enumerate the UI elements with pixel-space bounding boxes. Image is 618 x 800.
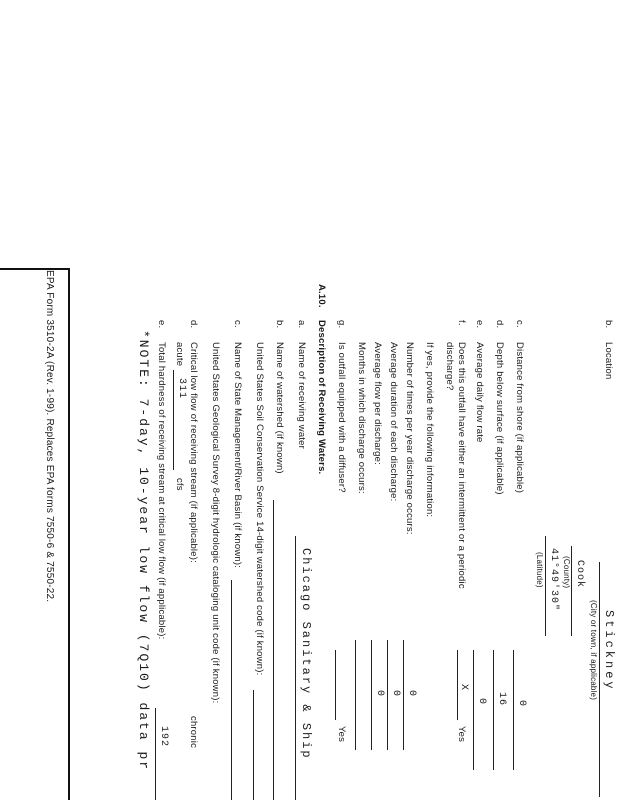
latitude-caption: (Latitude) bbox=[535, 552, 544, 588]
city-line bbox=[599, 562, 600, 797]
usgs-code-label: United States Geological Survey 8-digit hydrologic cataloging unit code (if known): bbox=[210, 342, 221, 704]
avg-flow-per-discharge-label: Average flow per discharge: bbox=[372, 342, 383, 465]
intermittent-question-line1: Does this outfall have either an intermittent or a periodic bbox=[456, 342, 467, 589]
location-label: Location bbox=[603, 342, 614, 380]
diffuser-question: Is outfall equipped with a diffuser? bbox=[336, 342, 347, 493]
distance-value: 0 bbox=[516, 700, 527, 708]
county-value: Cook bbox=[574, 560, 585, 589]
receiving-name-label: Name of receiving water bbox=[296, 342, 307, 450]
depth-value: 16 bbox=[496, 692, 507, 707]
flow-line bbox=[473, 650, 474, 770]
city-caption: (City or town, if applicable) bbox=[589, 600, 598, 701]
section-a10-number: A.10. bbox=[316, 284, 327, 308]
scs-code-label: United States Soil Conservation Service 14-digit watershed code (if known): bbox=[254, 342, 265, 676]
form-left-rule bbox=[0, 268, 70, 270]
chronic-label: chronic bbox=[188, 716, 199, 749]
city-value: Stickney bbox=[602, 610, 616, 692]
flow-label: Average daily flow rate bbox=[474, 342, 485, 443]
county-line bbox=[571, 546, 572, 636]
receiving-name-letter: a. bbox=[296, 320, 307, 329]
critical-flow-letter: d. bbox=[188, 320, 199, 329]
acute-unit: cfs bbox=[174, 478, 185, 491]
intermittent-letter: f. bbox=[456, 320, 467, 326]
diffuser-letter: g. bbox=[336, 320, 347, 329]
critical-flow-label: Critical low flow of receiving stream (if applicable): bbox=[188, 342, 199, 563]
diffuser-yes-line bbox=[335, 650, 336, 720]
distance-line bbox=[513, 650, 514, 770]
months-label: Months in which discharge occurs: bbox=[356, 342, 367, 494]
flow-value: 0 bbox=[476, 698, 487, 706]
state-basin-line bbox=[231, 580, 232, 800]
form-footer: EPA Form 3510-2A (Rev. 1-99). Replaces EPA forms 7550-6 & 7550-22. bbox=[44, 270, 55, 603]
depth-line bbox=[493, 650, 494, 770]
avg-duration-value: 0 bbox=[390, 690, 401, 698]
watershed-line bbox=[273, 500, 274, 800]
diffuser-yes-label: Yes bbox=[336, 726, 347, 743]
intermittent-answer-mark[interactable]: X bbox=[458, 684, 469, 692]
months-line bbox=[355, 640, 356, 750]
depth-letter: d. bbox=[494, 320, 505, 329]
intermittent-follow-text: If yes, provide the following information: bbox=[424, 342, 435, 518]
hardness-value: 192 bbox=[158, 726, 169, 748]
times-per-year-label: Number of times per year discharge occurs: bbox=[404, 342, 415, 535]
scs-code-line bbox=[253, 690, 254, 800]
section-a10-title: Description of Receiving Waters. bbox=[316, 320, 327, 475]
flow-letter: e. bbox=[474, 320, 485, 329]
avg-duration-line bbox=[387, 640, 388, 750]
depth-label: Depth below surface (if applicable) bbox=[494, 342, 505, 495]
avg-flow-per-discharge-line bbox=[371, 640, 372, 750]
acute-value: 311 bbox=[176, 378, 187, 400]
distance-letter: c. bbox=[514, 320, 525, 328]
avg-flow-per-discharge-value: 0 bbox=[374, 690, 385, 698]
avg-duration-label: Average duration of each discharge: bbox=[388, 342, 399, 502]
hardness-line bbox=[155, 708, 156, 800]
watershed-label: Name of watershed (if known) bbox=[274, 342, 285, 474]
form-bottom-rule bbox=[68, 268, 70, 800]
watershed-letter: b. bbox=[274, 320, 285, 329]
times-per-year-line bbox=[403, 640, 404, 750]
distance-label: Distance from shore (if applicable) bbox=[514, 342, 525, 494]
latitude-line bbox=[545, 536, 546, 636]
state-basin-label: Name of State Management/River Basin (if known): bbox=[232, 342, 243, 569]
county-caption: (County) bbox=[562, 556, 571, 589]
latitude-value: 41°49'30" bbox=[548, 548, 559, 612]
state-basin-letter: c. bbox=[232, 320, 243, 328]
receiving-name-value: Chicago Sanitary & Ship bbox=[299, 548, 313, 760]
low-flow-note: *NOTE: 7-day, 10-year low flow (7Q10) data pr bbox=[136, 330, 151, 772]
hardness-letter: e. bbox=[156, 320, 167, 329]
acute-label: acute bbox=[174, 342, 185, 367]
receiving-name-line bbox=[295, 536, 296, 800]
times-per-year-value: 0 bbox=[406, 690, 417, 698]
intermittent-yes-label: Yes bbox=[456, 726, 467, 743]
intermittent-question-line2: discharge? bbox=[444, 342, 455, 391]
hardness-label: Total hardness of receiving stream at critical low flow (if applicable): bbox=[156, 342, 167, 640]
acute-line bbox=[173, 370, 174, 470]
location-letter: b. bbox=[603, 320, 614, 329]
